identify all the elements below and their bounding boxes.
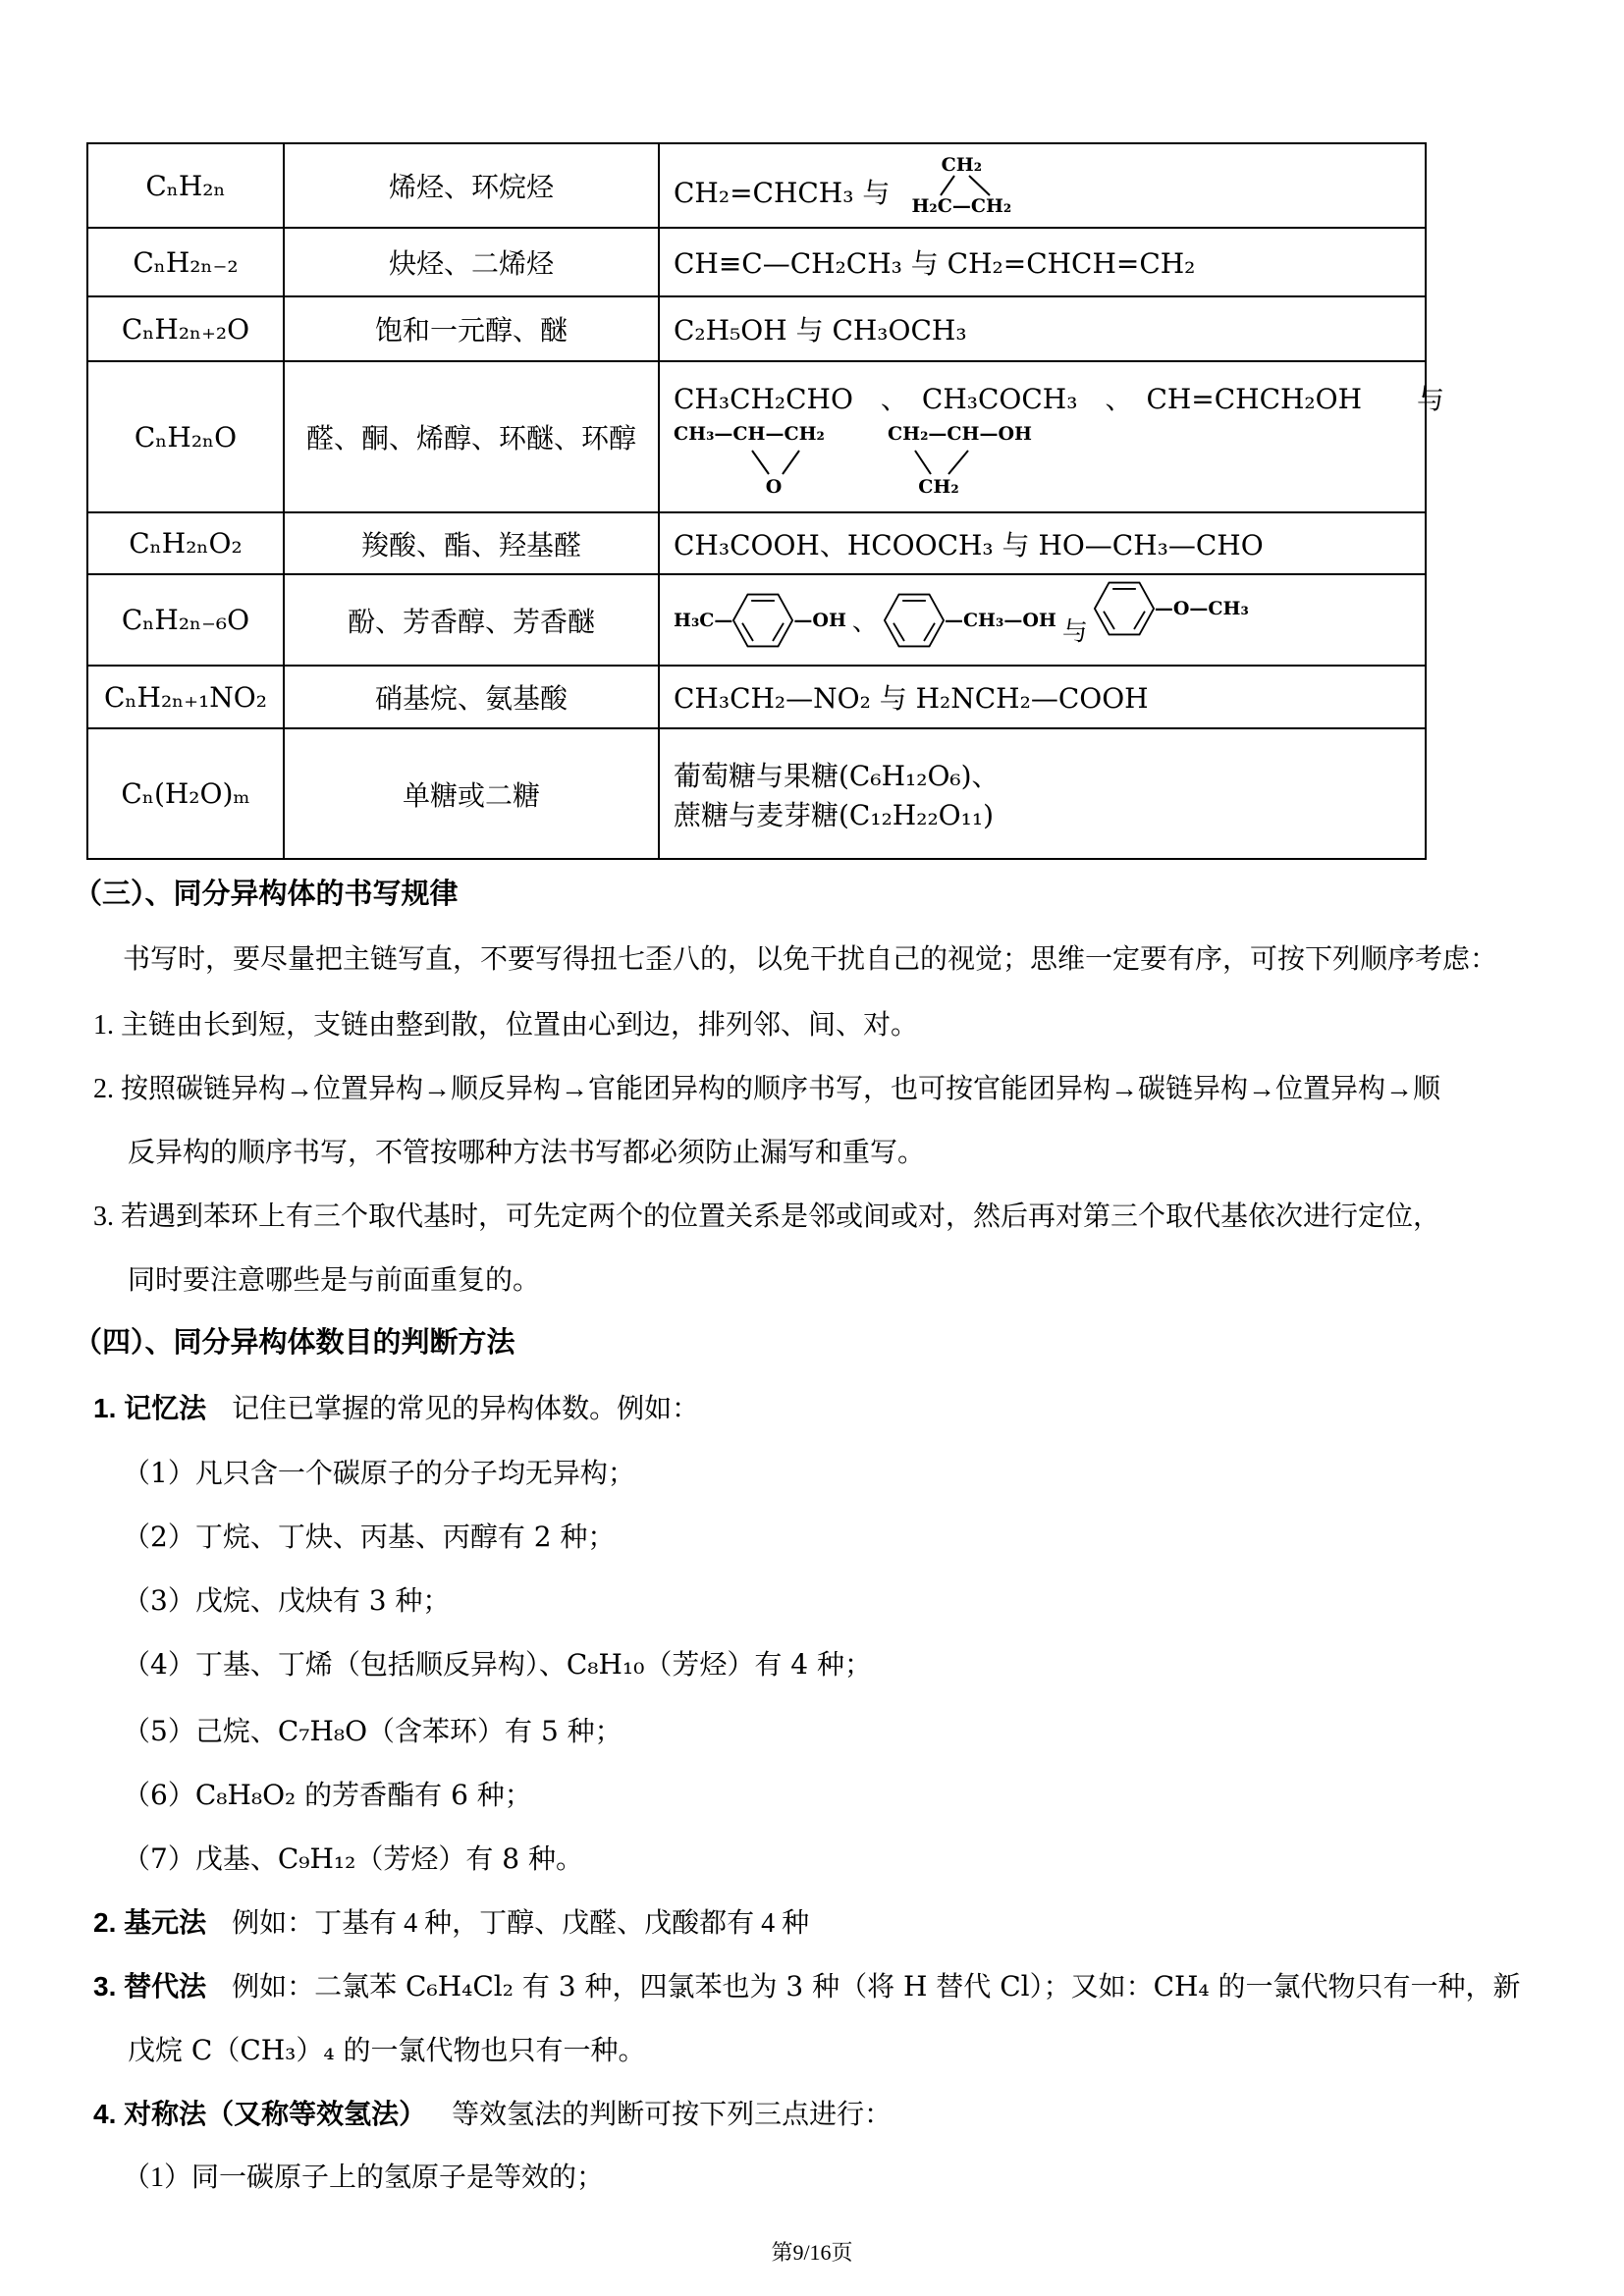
structure-bottom-label: H₂C—CH₂ xyxy=(911,195,1012,217)
benzene-ring-icon xyxy=(732,587,793,654)
formula-cell xyxy=(87,574,284,666)
section-three-item-3-line-2: 同时要注意哪些是与前面重复的。 xyxy=(128,1265,541,1296)
method-3-label: 3. 替代法 xyxy=(93,1971,207,2002)
method-1-line xyxy=(93,1391,699,1427)
method-2-text: 例如：丁基有 4 种，丁醇、戊醛、戊酸都有 4 种 xyxy=(232,1908,810,1939)
anisole-right-label: —O—CH₃ xyxy=(1154,597,1249,619)
formula: CₙH₂ₙO₂ xyxy=(129,527,243,560)
page-number: 第9/16页 xyxy=(771,2240,853,2265)
method-4-label: 4. 对称法（又称等效氢法） xyxy=(93,2099,427,2129)
example-text: CH≡C—CH₂CH₃ 与 CH₂=CHCH=CH₂ xyxy=(674,247,1196,280)
method-3-text-line-2: 戊烷 C（CH₃）₄ 的一氯代物也只有一种。 xyxy=(128,2034,646,2066)
table-row xyxy=(87,666,1426,728)
category-cell xyxy=(284,512,659,574)
example-text: CH₃COOH、HCOOCH₃ 与 HO—CH₃—CHO xyxy=(674,528,1264,561)
category-cell xyxy=(284,143,659,228)
memory-example-3: （3）戊烷、戊炔有 3 种； xyxy=(123,1584,451,1617)
formula: CₙH₂ₙ₋₆O xyxy=(121,604,250,636)
table-row xyxy=(87,512,1426,574)
structure-top-label: CH₃—CH—CH₂ xyxy=(674,423,825,445)
structure-bottom-label: O xyxy=(765,476,783,498)
cresol-right-label: —OH xyxy=(793,609,846,631)
memory-example-1: （1）凡只含一个碳原子的分子均无异构； xyxy=(123,1457,635,1489)
table-row xyxy=(87,574,1426,666)
benzyl-right-label: —CH₃—OH xyxy=(944,609,1056,631)
table-row xyxy=(87,228,1426,296)
example-cell xyxy=(659,361,1445,512)
cresol-left-label: H₃C— xyxy=(674,609,733,631)
category: 烯烃、环烷烃 xyxy=(388,173,554,203)
example-cell xyxy=(659,574,1426,666)
formula-cell xyxy=(87,361,284,512)
memory-example-7: （7）戊基、C₉H₁₂（芳烃）有 8 种。 xyxy=(123,1842,583,1875)
category-cell xyxy=(284,296,659,361)
formula-cell xyxy=(87,512,284,574)
category-cell xyxy=(284,228,659,296)
section-three-item-3-line-1: 3. 若遇到苯环上有三个取代基时，可先定两个的位置关系是邻或间或对，然后再对第三个取代基依次进行定位， xyxy=(93,1201,1441,1232)
example-text: 葡萄糖与果糖(C₆H₁₂O₆)、 xyxy=(674,759,1000,792)
formula-cell xyxy=(87,728,284,859)
table-row xyxy=(87,361,1426,512)
method-1-text: 记住已掌握的常见的异构体数。例如： xyxy=(232,1394,700,1424)
example-cell xyxy=(659,666,1426,728)
category: 硝基烷、氨基酸 xyxy=(374,684,568,715)
method-4-line xyxy=(93,2097,892,2133)
section-three-heading: （三）、同分异构体的书写规律 xyxy=(74,879,459,910)
method-4-text: 等效氢法的判断可按下列三点进行： xyxy=(452,2100,893,2130)
cyclopropane-structure xyxy=(897,154,1025,217)
category: 单糖或二糖 xyxy=(402,780,540,812)
formula: CₙH₂ₙ xyxy=(145,169,226,202)
formula-cell xyxy=(87,296,284,361)
formula-cell xyxy=(87,228,284,296)
example-text: 蔗糖与麦芽糖(C₁₂H₂₂O₁₁) xyxy=(674,798,994,831)
structure-bottom-label: CH₂ xyxy=(918,476,959,498)
conjunction: 与 xyxy=(1061,617,1088,647)
example-cell xyxy=(659,512,1426,574)
method-3-line-1 xyxy=(93,1969,1521,2005)
formula: CₙH₂ₙ₊₂O xyxy=(121,312,250,346)
category-cell xyxy=(284,728,659,859)
formula: CₙH₂ₙO xyxy=(134,420,238,454)
example-cell xyxy=(659,143,1426,228)
category: 酚、芳香醇、芳香醚 xyxy=(347,607,595,638)
memory-example-5: （5）己烷、C₇H₈O（含苯环）有 5 种； xyxy=(123,1715,623,1747)
benzene-ring-icon xyxy=(1094,575,1155,642)
example-cell xyxy=(659,296,1426,361)
isomer-table xyxy=(86,142,1445,860)
example-text: C₂H₅OH 与 CH₃OCH₃ xyxy=(674,314,967,347)
memory-example-6: （6）C₈H₈O₂ 的芳香酯有 6 种； xyxy=(123,1779,532,1811)
formula: CₙH₂ₙ₊₁NO₂ xyxy=(104,680,267,714)
benzene-ring-icon xyxy=(884,587,945,654)
memory-example-2: （2）丁烷、丁炔、丙基、丙醇有 2 种； xyxy=(123,1521,616,1553)
table-row xyxy=(87,296,1426,361)
table-row xyxy=(87,143,1426,228)
category: 醛、酮、烯醇、环醚、环醇 xyxy=(305,424,636,454)
example-text: CH₃CH₂CHO 、 CH₃COCH₃ 、 CH=CHCH₂OH 与 xyxy=(674,383,1445,415)
example-text: CH₃CH₂—NO₂ 与 H₂NCH₂—COOH xyxy=(674,682,1149,715)
example-cell xyxy=(659,228,1426,296)
example-text: CH₂=CHCH₃ 与 xyxy=(674,177,891,209)
method-3-text-line-1: 例如：二氯苯 C₆H₄Cl₂ 有 3 种，四氯苯也为 3 种（将 H 替代 Cl）；又如：CH₄ 的一氯代物只有一种，新 xyxy=(232,1970,1521,2002)
structure-top-label: CH₂ xyxy=(941,154,983,176)
formula: Cₙ(H₂O)ₘ xyxy=(121,777,250,810)
epoxide-structure xyxy=(674,423,840,498)
section-three-item-1: 1. 主链由长到短，支链由整到散，位置由心到边，排列邻、间、对。 xyxy=(93,1010,919,1041)
separator: 、 xyxy=(851,608,878,637)
category: 饱和一元醇、醚 xyxy=(374,316,568,347)
memory-example-4: （4）丁基、丁烯（包括顺反异构）、C₈H₁₀（芳烃）有 4 种； xyxy=(123,1648,872,1681)
structure-top-label: CH₂—CH—OH xyxy=(888,423,1032,445)
category-cell xyxy=(284,574,659,666)
category-cell xyxy=(284,666,659,728)
method-1-label: 1. 记忆法 xyxy=(93,1393,207,1423)
formula-cell xyxy=(87,666,284,728)
method-2-line xyxy=(93,1905,809,1942)
category: 羧酸、酯、羟基醛 xyxy=(360,530,581,561)
section-three-intro: 书写时，要尽量把主链写直，不要写得扭七歪八的，以免干扰自己的视觉；思维一定要有序，可按下列顺序考虑： xyxy=(123,944,1498,975)
formula-cell xyxy=(87,143,284,228)
section-three-item-2-line-1: 2. 按照碳链异构→位置异构→顺反异构→官能团异构的顺序书写，也可按官能团异构→碳链异构→位置异构→顺 xyxy=(93,1074,1441,1104)
category-cell xyxy=(284,361,659,512)
section-four-heading: （四）、同分异构体数目的判断方法 xyxy=(74,1327,515,1359)
example-cell xyxy=(659,728,1426,859)
category: 炔烃、二烯烃 xyxy=(388,249,554,280)
method-4-sub-1: （1）同一碳原子上的氢原子是等效的； xyxy=(123,2163,605,2193)
section-three-item-2-line-2: 反异构的顺序书写，不管按哪种方法书写都必须防止漏写和重写。 xyxy=(128,1138,926,1168)
cyclopropanol-structure xyxy=(888,423,1055,498)
formula: CₙH₂ₙ₋₂ xyxy=(133,245,239,279)
table-row xyxy=(87,728,1426,859)
method-2-label: 2. 基元法 xyxy=(93,1907,207,1938)
